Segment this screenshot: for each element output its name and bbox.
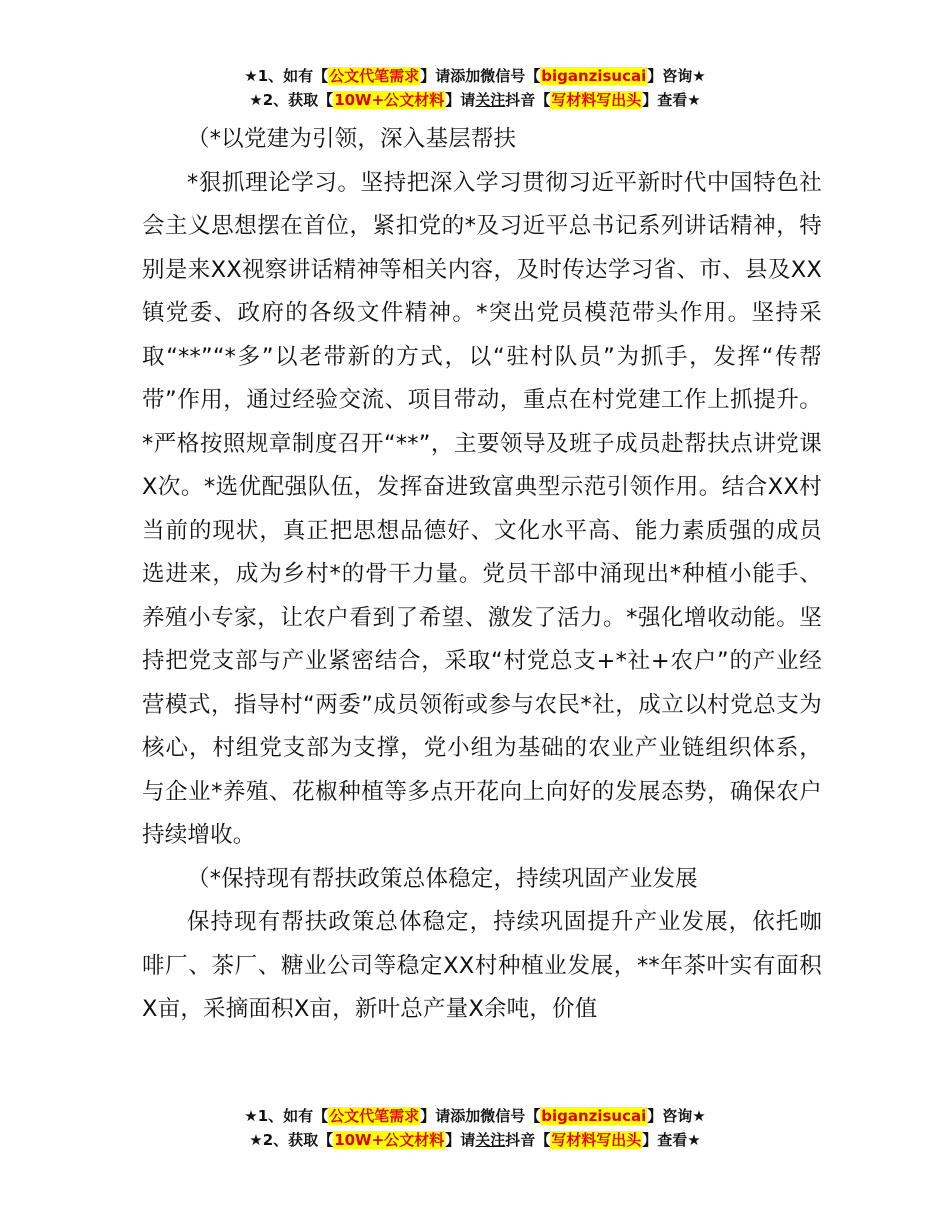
banner-line-1 bbox=[0, 1104, 950, 1128]
banner-text: 抖音【 bbox=[505, 1131, 551, 1149]
banner-text: 】查看★ bbox=[642, 1131, 701, 1149]
banner-text: 】咨询★ bbox=[647, 1107, 706, 1125]
banner-text: 】请 bbox=[445, 1131, 476, 1149]
header-banner bbox=[0, 64, 950, 112]
banner-highlight: 公文代笔需求 bbox=[329, 67, 420, 85]
banner-line-2 bbox=[0, 88, 950, 112]
banner-highlight: 10W+公文材料 bbox=[334, 1131, 445, 1149]
banner-text: ★1、如有【 bbox=[244, 67, 329, 85]
banner-text: 】请 bbox=[445, 91, 476, 109]
banner-highlight: 写材料写出头 bbox=[551, 91, 642, 109]
banner-line-2 bbox=[0, 1128, 950, 1152]
footer-banner bbox=[0, 1104, 950, 1152]
banner-highlight: 10W+公文材料 bbox=[334, 91, 445, 109]
banner-highlight: biganzisucai bbox=[541, 1107, 647, 1125]
paragraph-1: *狠抓理论学习。坚持把深入学习贯彻习近平新时代中国特色社会主义思想摆在首位，紧扣党的*及习近平总书记系列讲话精神，特别是来XX视察讲话精神等相关内容，及时传达学习省、市、县及XX镇党委、政府的各级文件精神。*突出党员模范带头作用。坚持采取“**”“*多”以老带新的方式，以“驻村队员”为抓手，发挥“传帮带”作用，通过经验交流、项目带动，重点在村党建工作上抓提升。*严格按照规章制度召开“**”，主要领导及班子成员赴帮扶点讲党课X次。*选优配强队伍，发挥奋进致富典型示范引领作用。结合XX村当前的现状，真正把思想品德好、文化水平高、能力素质强的成员选进来，成为乡村*的骨干力量。党员干部中涌现出*种植小能手、养殖小专家，让农户看到了希望、激发了活力。*强化增收动能。坚持把党支部与产业紧密结合，采取“村党总支+*社+农户”的产业经营模式，指导村“两委”成员领衔或参与农民*社，成立以村党总支为核心，村组党支部为支撑，党小组为基础的农业产业链组织体系，与企业*养殖、花椒种植等多点开花向上向好的发展态势，确保农户持续增收。 bbox=[142, 169, 822, 848]
banner-text: ★2、获取【 bbox=[249, 1131, 334, 1149]
banner-text: 】请添加微信号【 bbox=[420, 1107, 541, 1125]
banner-line-1 bbox=[0, 64, 950, 88]
banner-underlined: 关注 bbox=[475, 91, 506, 109]
document-body bbox=[142, 118, 822, 1032]
banner-text: 】查看★ bbox=[642, 91, 701, 109]
paragraph-2: 保持现有帮扶政策总体稳定，持续巩固提升产业发展，依托咖啡厂、茶厂、糖业公司等稳定XX村种植业发展，**年茶叶实有面积X亩，采摘面积X亩，新叶总产量X余吨，价值 bbox=[142, 909, 822, 1022]
banner-highlight: 公文代笔需求 bbox=[329, 1107, 420, 1125]
banner-underlined: 关注 bbox=[475, 1131, 506, 1149]
banner-text: ★2、获取【 bbox=[249, 91, 334, 109]
banner-text: 】请添加微信号【 bbox=[420, 67, 541, 85]
banner-highlight: biganzisucai bbox=[541, 67, 647, 85]
banner-text: 抖音【 bbox=[505, 91, 551, 109]
section-heading-2: （*保持现有帮扶政策总体稳定，持续巩固产业发展 bbox=[187, 865, 698, 892]
banner-highlight: 写材料写出头 bbox=[551, 1131, 642, 1149]
banner-text: ★1、如有【 bbox=[244, 1107, 329, 1125]
section-heading-1: （*以党建为引领，深入基层帮扶 bbox=[187, 126, 517, 152]
banner-text: 】咨询★ bbox=[647, 67, 706, 85]
